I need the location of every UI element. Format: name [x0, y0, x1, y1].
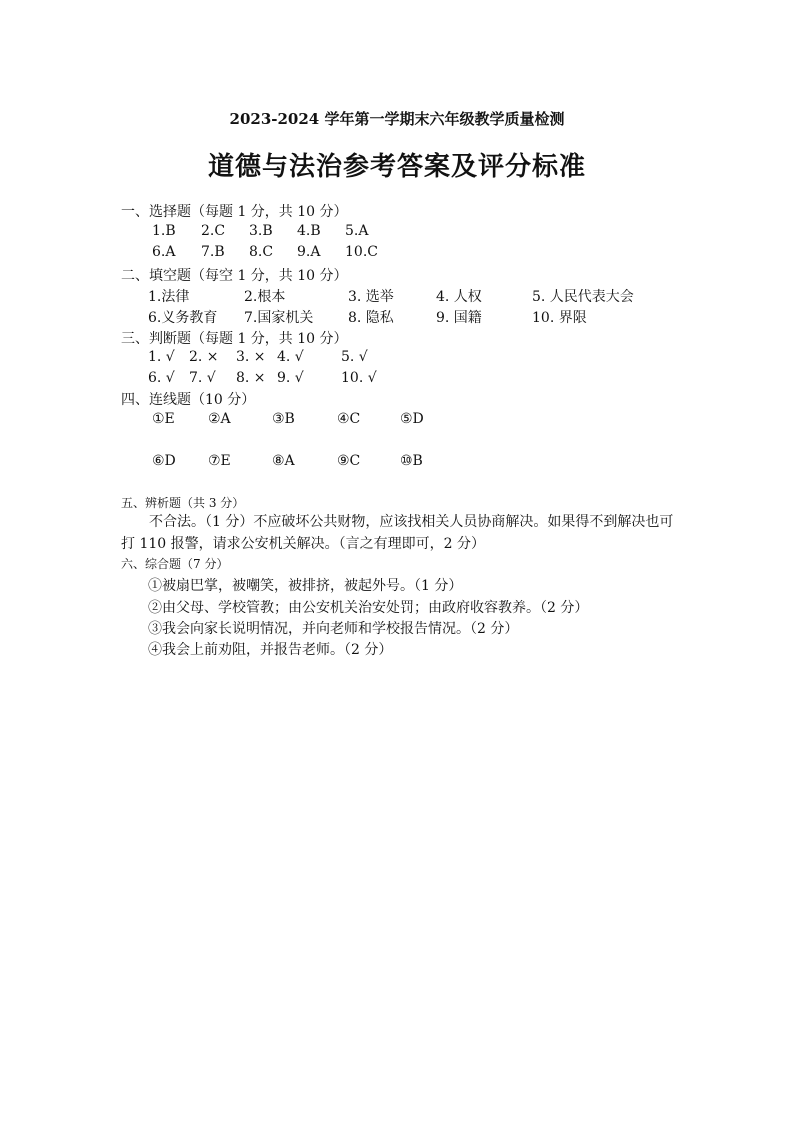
answer-item: 2.C — [201, 223, 226, 239]
section-6-line-3: ③我会向家长说明情况，并向老师和学校报告情况。（2 分） — [148, 621, 519, 637]
section-6-line-4: ④我会上前劝阻，并报告老师。（2 分） — [148, 642, 393, 658]
answer-item: 10. √ — [341, 370, 377, 386]
section-2-heading: 二、填空题（每空 1 分，共 10 分） — [121, 268, 348, 284]
match-item: ⑦E — [208, 453, 231, 469]
answer-item: 5. 人民代表大会 — [532, 289, 634, 305]
match-item: ③B — [272, 411, 295, 427]
match-item: ⑨C — [337, 453, 361, 469]
match-item: ⑩B — [400, 453, 423, 469]
match-item: ⑥D — [152, 453, 176, 469]
answer-item: 8. 隐私 — [348, 310, 394, 326]
match-item: ⑤D — [400, 411, 424, 427]
answer-item: 10.C — [345, 244, 378, 260]
answer-item: 4. 人权 — [436, 289, 482, 305]
answer-item: 7.国家机关 — [244, 310, 314, 326]
section-6-heading: 六、综合题（7 分） — [121, 557, 229, 571]
answer-item: 5.A — [345, 223, 369, 239]
answer-item: 6.义务教育 — [148, 310, 218, 326]
answer-item: 3. × — [236, 349, 266, 365]
document-subtitle: 2023-2024 学年第一学期末六年级教学质量检测 — [229, 110, 565, 128]
section-3-heading: 三、判断题（每题 1 分，共 10 分） — [121, 331, 348, 347]
answer-item: 1.法律 — [148, 289, 190, 305]
answer-item: 2.根本 — [244, 289, 286, 305]
section-4-heading: 四、连线题（10 分） — [121, 392, 256, 408]
answer-item: 9. 国籍 — [436, 310, 482, 326]
answer-item: 7. √ — [189, 370, 216, 386]
section-5-answer: 不合法。（1 分）不应破坏公共财物，应该找相关人员协商解决。如果得不到解决也可打 110 报警，请求公安机关解决。（言之有理即可，2 分） — [121, 514, 674, 552]
answer-item: 1.B — [152, 223, 176, 239]
answer-item: 3. 选举 — [348, 289, 394, 305]
match-item: ②A — [208, 411, 231, 427]
answer-item: 1. √ — [148, 349, 175, 365]
answer-item: 3.B — [249, 223, 273, 239]
answer-item: 4.B — [297, 223, 321, 239]
answer-item: 9. √ — [277, 370, 304, 386]
answer-item: 5. √ — [341, 349, 368, 365]
answer-item: 4. √ — [277, 349, 304, 365]
match-item: ⑧A — [272, 453, 295, 469]
section-6-line-2: ②由父母、学校管教；由公安机关治安处罚；由政府收容教养。（2 分） — [148, 600, 589, 616]
section-6-line-1: ①被扇巴掌，被嘲笑，被排挤，被起外号。（1 分） — [148, 578, 463, 594]
section-1-heading: 一、选择题（每题 1 分，共 10 分） — [121, 204, 348, 220]
answer-item: 9.A — [297, 244, 321, 260]
match-item: ④C — [337, 411, 361, 427]
answer-item: 8.C — [249, 244, 274, 260]
section-5-heading: 五、辨析题（共 3 分） — [121, 496, 245, 510]
match-item: ①E — [152, 411, 175, 427]
document-title: 道德与法治参考答案及评分标准 — [207, 152, 586, 182]
answer-item: 2. × — [189, 349, 219, 365]
answer-item: 8. × — [236, 370, 266, 386]
answer-item: 7.B — [201, 244, 225, 260]
answer-item: 10. 界限 — [532, 310, 587, 326]
answer-item: 6. √ — [148, 370, 175, 386]
answer-item: 6.A — [152, 244, 176, 260]
